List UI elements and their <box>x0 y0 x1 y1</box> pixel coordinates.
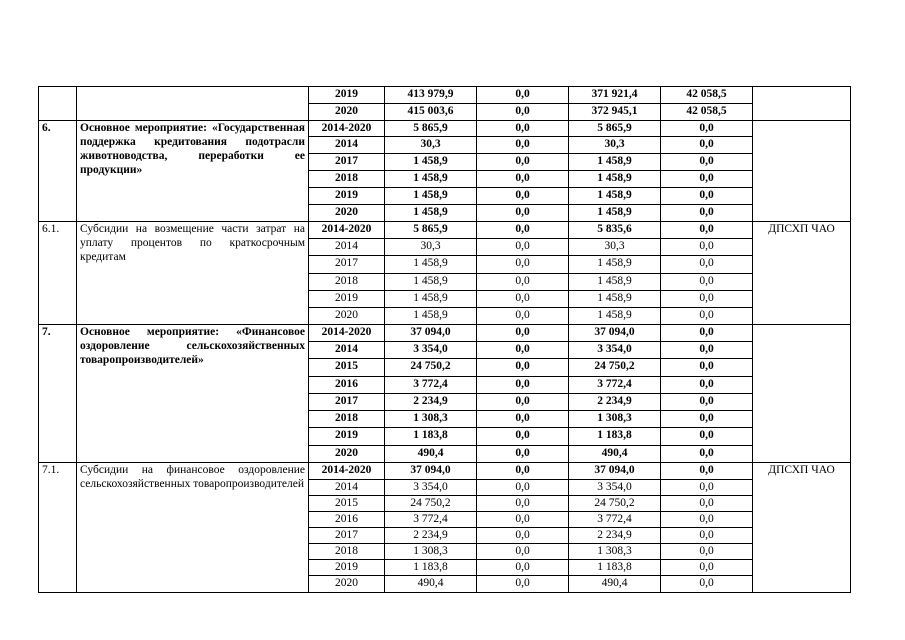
year-cell: 2014 <box>309 239 385 256</box>
federal-budget-cell: 0,0 <box>477 104 569 121</box>
other-sources-cell: 0,0 <box>661 274 753 291</box>
year-cell: 2019 <box>309 87 385 104</box>
federal-budget-cell: 0,0 <box>477 308 569 325</box>
regional-budget-cell: 1 458,9 <box>569 274 661 291</box>
total-cell: 1 458,9 <box>385 205 477 222</box>
other-sources-cell: 0,0 <box>661 377 753 394</box>
regional-budget-cell: 490,4 <box>569 576 661 593</box>
item-number-cell: 6. <box>39 121 77 222</box>
year-cell: 2014 <box>309 342 385 359</box>
regional-budget-cell: 1 308,3 <box>569 544 661 560</box>
regional-budget-cell: 490,4 <box>569 446 661 463</box>
other-sources-cell: 0,0 <box>661 188 753 205</box>
regional-budget-cell: 30,3 <box>569 239 661 256</box>
year-cell: 2018 <box>309 274 385 291</box>
total-cell: 3 772,4 <box>385 512 477 528</box>
table-row <box>39 463 851 480</box>
regional-budget-cell: 1 183,8 <box>569 428 661 446</box>
year-cell: 2019 <box>309 291 385 308</box>
year-cell: 2020 <box>309 205 385 222</box>
regional-budget-cell: 1 458,9 <box>569 171 661 188</box>
federal-budget-cell: 0,0 <box>477 171 569 188</box>
total-cell: 413 979,9 <box>385 87 477 104</box>
total-cell: 30,3 <box>385 137 477 154</box>
other-sources-cell: 0,0 <box>661 137 753 154</box>
federal-budget-cell: 0,0 <box>477 576 569 593</box>
year-cell: 2017 <box>309 394 385 411</box>
federal-budget-cell: 0,0 <box>477 446 569 463</box>
regional-budget-cell: 3 772,4 <box>569 377 661 394</box>
executor-cell: ДПСХП ЧАО <box>753 222 851 325</box>
federal-budget-cell: 0,0 <box>477 291 569 308</box>
year-cell: 2017 <box>309 256 385 274</box>
total-cell: 490,4 <box>385 576 477 593</box>
year-cell: 2014 <box>309 137 385 154</box>
other-sources-cell: 0,0 <box>661 154 753 171</box>
federal-budget-cell: 0,0 <box>477 544 569 560</box>
year-cell: 2018 <box>309 544 385 560</box>
year-cell: 2019 <box>309 188 385 205</box>
total-cell: 5 865,9 <box>385 222 477 239</box>
executor-cell <box>753 325 851 463</box>
year-cell: 2019 <box>309 428 385 446</box>
federal-budget-cell: 0,0 <box>477 496 569 512</box>
executor-cell <box>753 87 851 121</box>
year-cell: 2014-2020 <box>309 222 385 239</box>
other-sources-cell: 0,0 <box>661 239 753 256</box>
federal-budget-cell: 0,0 <box>477 359 569 377</box>
total-cell: 24 750,2 <box>385 496 477 512</box>
other-sources-cell: 0,0 <box>661 496 753 512</box>
measure-name-cell <box>77 87 309 121</box>
other-sources-cell: 0,0 <box>661 222 753 239</box>
other-sources-cell: 0,0 <box>661 171 753 188</box>
regional-budget-cell: 1 458,9 <box>569 188 661 205</box>
year-cell: 2020 <box>309 446 385 463</box>
regional-budget-cell: 1 458,9 <box>569 154 661 171</box>
regional-budget-cell: 24 750,2 <box>569 359 661 377</box>
federal-budget-cell: 0,0 <box>477 188 569 205</box>
year-cell: 2015 <box>309 359 385 377</box>
other-sources-cell: 0,0 <box>661 463 753 480</box>
regional-budget-cell: 24 750,2 <box>569 496 661 512</box>
federal-budget-cell: 0,0 <box>477 137 569 154</box>
other-sources-cell: 42 058,5 <box>661 104 753 121</box>
federal-budget-cell: 0,0 <box>477 274 569 291</box>
year-cell: 2019 <box>309 560 385 576</box>
federal-budget-cell: 0,0 <box>477 154 569 171</box>
federal-budget-cell: 0,0 <box>477 222 569 239</box>
year-cell: 2020 <box>309 104 385 121</box>
executor-cell <box>753 121 851 222</box>
total-cell: 1 308,3 <box>385 411 477 428</box>
table-row <box>39 87 851 104</box>
regional-budget-cell: 2 234,9 <box>569 528 661 544</box>
federal-budget-cell: 0,0 <box>477 239 569 256</box>
year-cell: 2018 <box>309 411 385 428</box>
year-cell: 2017 <box>309 528 385 544</box>
total-cell: 1 458,9 <box>385 171 477 188</box>
federal-budget-cell: 0,0 <box>477 87 569 104</box>
federal-budget-cell: 0,0 <box>477 121 569 137</box>
regional-budget-cell: 37 094,0 <box>569 325 661 342</box>
federal-budget-cell: 0,0 <box>477 480 569 496</box>
regional-budget-cell: 1 183,8 <box>569 560 661 576</box>
year-cell: 2020 <box>309 308 385 325</box>
item-number-cell: 7. <box>39 325 77 463</box>
other-sources-cell: 0,0 <box>661 325 753 342</box>
federal-budget-cell: 0,0 <box>477 394 569 411</box>
regional-budget-cell: 37 094,0 <box>569 463 661 480</box>
measure-name-cell: Субсидии на финансовое оздоровление сельскохозяйственных товаропроизводителей <box>77 463 309 593</box>
total-cell: 30,3 <box>385 239 477 256</box>
table-row <box>39 121 851 137</box>
other-sources-cell: 0,0 <box>661 512 753 528</box>
budget-table <box>38 86 851 593</box>
total-cell: 1 458,9 <box>385 308 477 325</box>
other-sources-cell: 0,0 <box>661 560 753 576</box>
other-sources-cell: 0,0 <box>661 359 753 377</box>
year-cell: 2016 <box>309 512 385 528</box>
federal-budget-cell: 0,0 <box>477 463 569 480</box>
total-cell: 2 234,9 <box>385 394 477 411</box>
federal-budget-cell: 0,0 <box>477 411 569 428</box>
year-cell: 2016 <box>309 377 385 394</box>
year-cell: 2020 <box>309 576 385 593</box>
total-cell: 37 094,0 <box>385 325 477 342</box>
other-sources-cell: 0,0 <box>661 291 753 308</box>
table-row <box>39 222 851 239</box>
total-cell: 37 094,0 <box>385 463 477 480</box>
year-cell: 2014 <box>309 480 385 496</box>
federal-budget-cell: 0,0 <box>477 342 569 359</box>
regional-budget-cell: 371 921,4 <box>569 87 661 104</box>
year-cell: 2014-2020 <box>309 325 385 342</box>
year-cell: 2015 <box>309 496 385 512</box>
other-sources-cell: 0,0 <box>661 121 753 137</box>
other-sources-cell: 0,0 <box>661 394 753 411</box>
other-sources-cell: 0,0 <box>661 528 753 544</box>
regional-budget-cell: 1 308,3 <box>569 411 661 428</box>
year-cell: 2014-2020 <box>309 121 385 137</box>
year-cell: 2018 <box>309 171 385 188</box>
regional-budget-cell: 3 354,0 <box>569 342 661 359</box>
total-cell: 490,4 <box>385 446 477 463</box>
total-cell: 1 183,8 <box>385 560 477 576</box>
year-cell: 2014-2020 <box>309 463 385 480</box>
total-cell: 1 458,9 <box>385 291 477 308</box>
table-row <box>39 325 851 342</box>
total-cell: 1 458,9 <box>385 256 477 274</box>
other-sources-cell: 0,0 <box>661 205 753 222</box>
regional-budget-cell: 3 354,0 <box>569 480 661 496</box>
federal-budget-cell: 0,0 <box>477 428 569 446</box>
total-cell: 5 865,9 <box>385 121 477 137</box>
other-sources-cell: 0,0 <box>661 411 753 428</box>
other-sources-cell: 0,0 <box>661 342 753 359</box>
total-cell: 415 003,6 <box>385 104 477 121</box>
year-cell: 2017 <box>309 154 385 171</box>
other-sources-cell: 0,0 <box>661 308 753 325</box>
federal-budget-cell: 0,0 <box>477 528 569 544</box>
total-cell: 1 183,8 <box>385 428 477 446</box>
regional-budget-cell: 372 945,1 <box>569 104 661 121</box>
item-number-cell: 7.1. <box>39 463 77 593</box>
total-cell: 2 234,9 <box>385 528 477 544</box>
other-sources-cell: 0,0 <box>661 576 753 593</box>
other-sources-cell: 0,0 <box>661 428 753 446</box>
total-cell: 3 354,0 <box>385 480 477 496</box>
other-sources-cell: 0,0 <box>661 480 753 496</box>
measure-name-cell: Основное мероприятие: «Финансовое оздоровление сельскохозяйственных товаропроизводителей» <box>77 325 309 463</box>
other-sources-cell: 42 058,5 <box>661 87 753 104</box>
regional-budget-cell: 5 835,6 <box>569 222 661 239</box>
federal-budget-cell: 0,0 <box>477 256 569 274</box>
regional-budget-cell: 1 458,9 <box>569 291 661 308</box>
federal-budget-cell: 0,0 <box>477 560 569 576</box>
regional-budget-cell: 1 458,9 <box>569 256 661 274</box>
total-cell: 1 458,9 <box>385 274 477 291</box>
total-cell: 1 458,9 <box>385 188 477 205</box>
budget-table-body <box>39 87 851 593</box>
federal-budget-cell: 0,0 <box>477 512 569 528</box>
federal-budget-cell: 0,0 <box>477 377 569 394</box>
regional-budget-cell: 1 458,9 <box>569 205 661 222</box>
federal-budget-cell: 0,0 <box>477 205 569 222</box>
total-cell: 24 750,2 <box>385 359 477 377</box>
total-cell: 3 772,4 <box>385 377 477 394</box>
regional-budget-cell: 5 865,9 <box>569 121 661 137</box>
other-sources-cell: 0,0 <box>661 446 753 463</box>
regional-budget-cell: 3 772,4 <box>569 512 661 528</box>
total-cell: 3 354,0 <box>385 342 477 359</box>
federal-budget-cell: 0,0 <box>477 325 569 342</box>
regional-budget-cell: 30,3 <box>569 137 661 154</box>
total-cell: 1 308,3 <box>385 544 477 560</box>
item-number-cell: 6.1. <box>39 222 77 325</box>
other-sources-cell: 0,0 <box>661 256 753 274</box>
total-cell: 1 458,9 <box>385 154 477 171</box>
item-number-cell <box>39 87 77 121</box>
measure-name-cell: Субсидии на возмещение части затрат на уплату процентов по краткосрочным кредитам <box>77 222 309 325</box>
regional-budget-cell: 2 234,9 <box>569 394 661 411</box>
regional-budget-cell: 1 458,9 <box>569 308 661 325</box>
measure-name-cell: Основное мероприятие: «Государственная поддержка кредитования подотрасли животноводства, переработки ее продукции» <box>77 121 309 222</box>
other-sources-cell: 0,0 <box>661 544 753 560</box>
executor-cell: ДПСХП ЧАО <box>753 463 851 593</box>
